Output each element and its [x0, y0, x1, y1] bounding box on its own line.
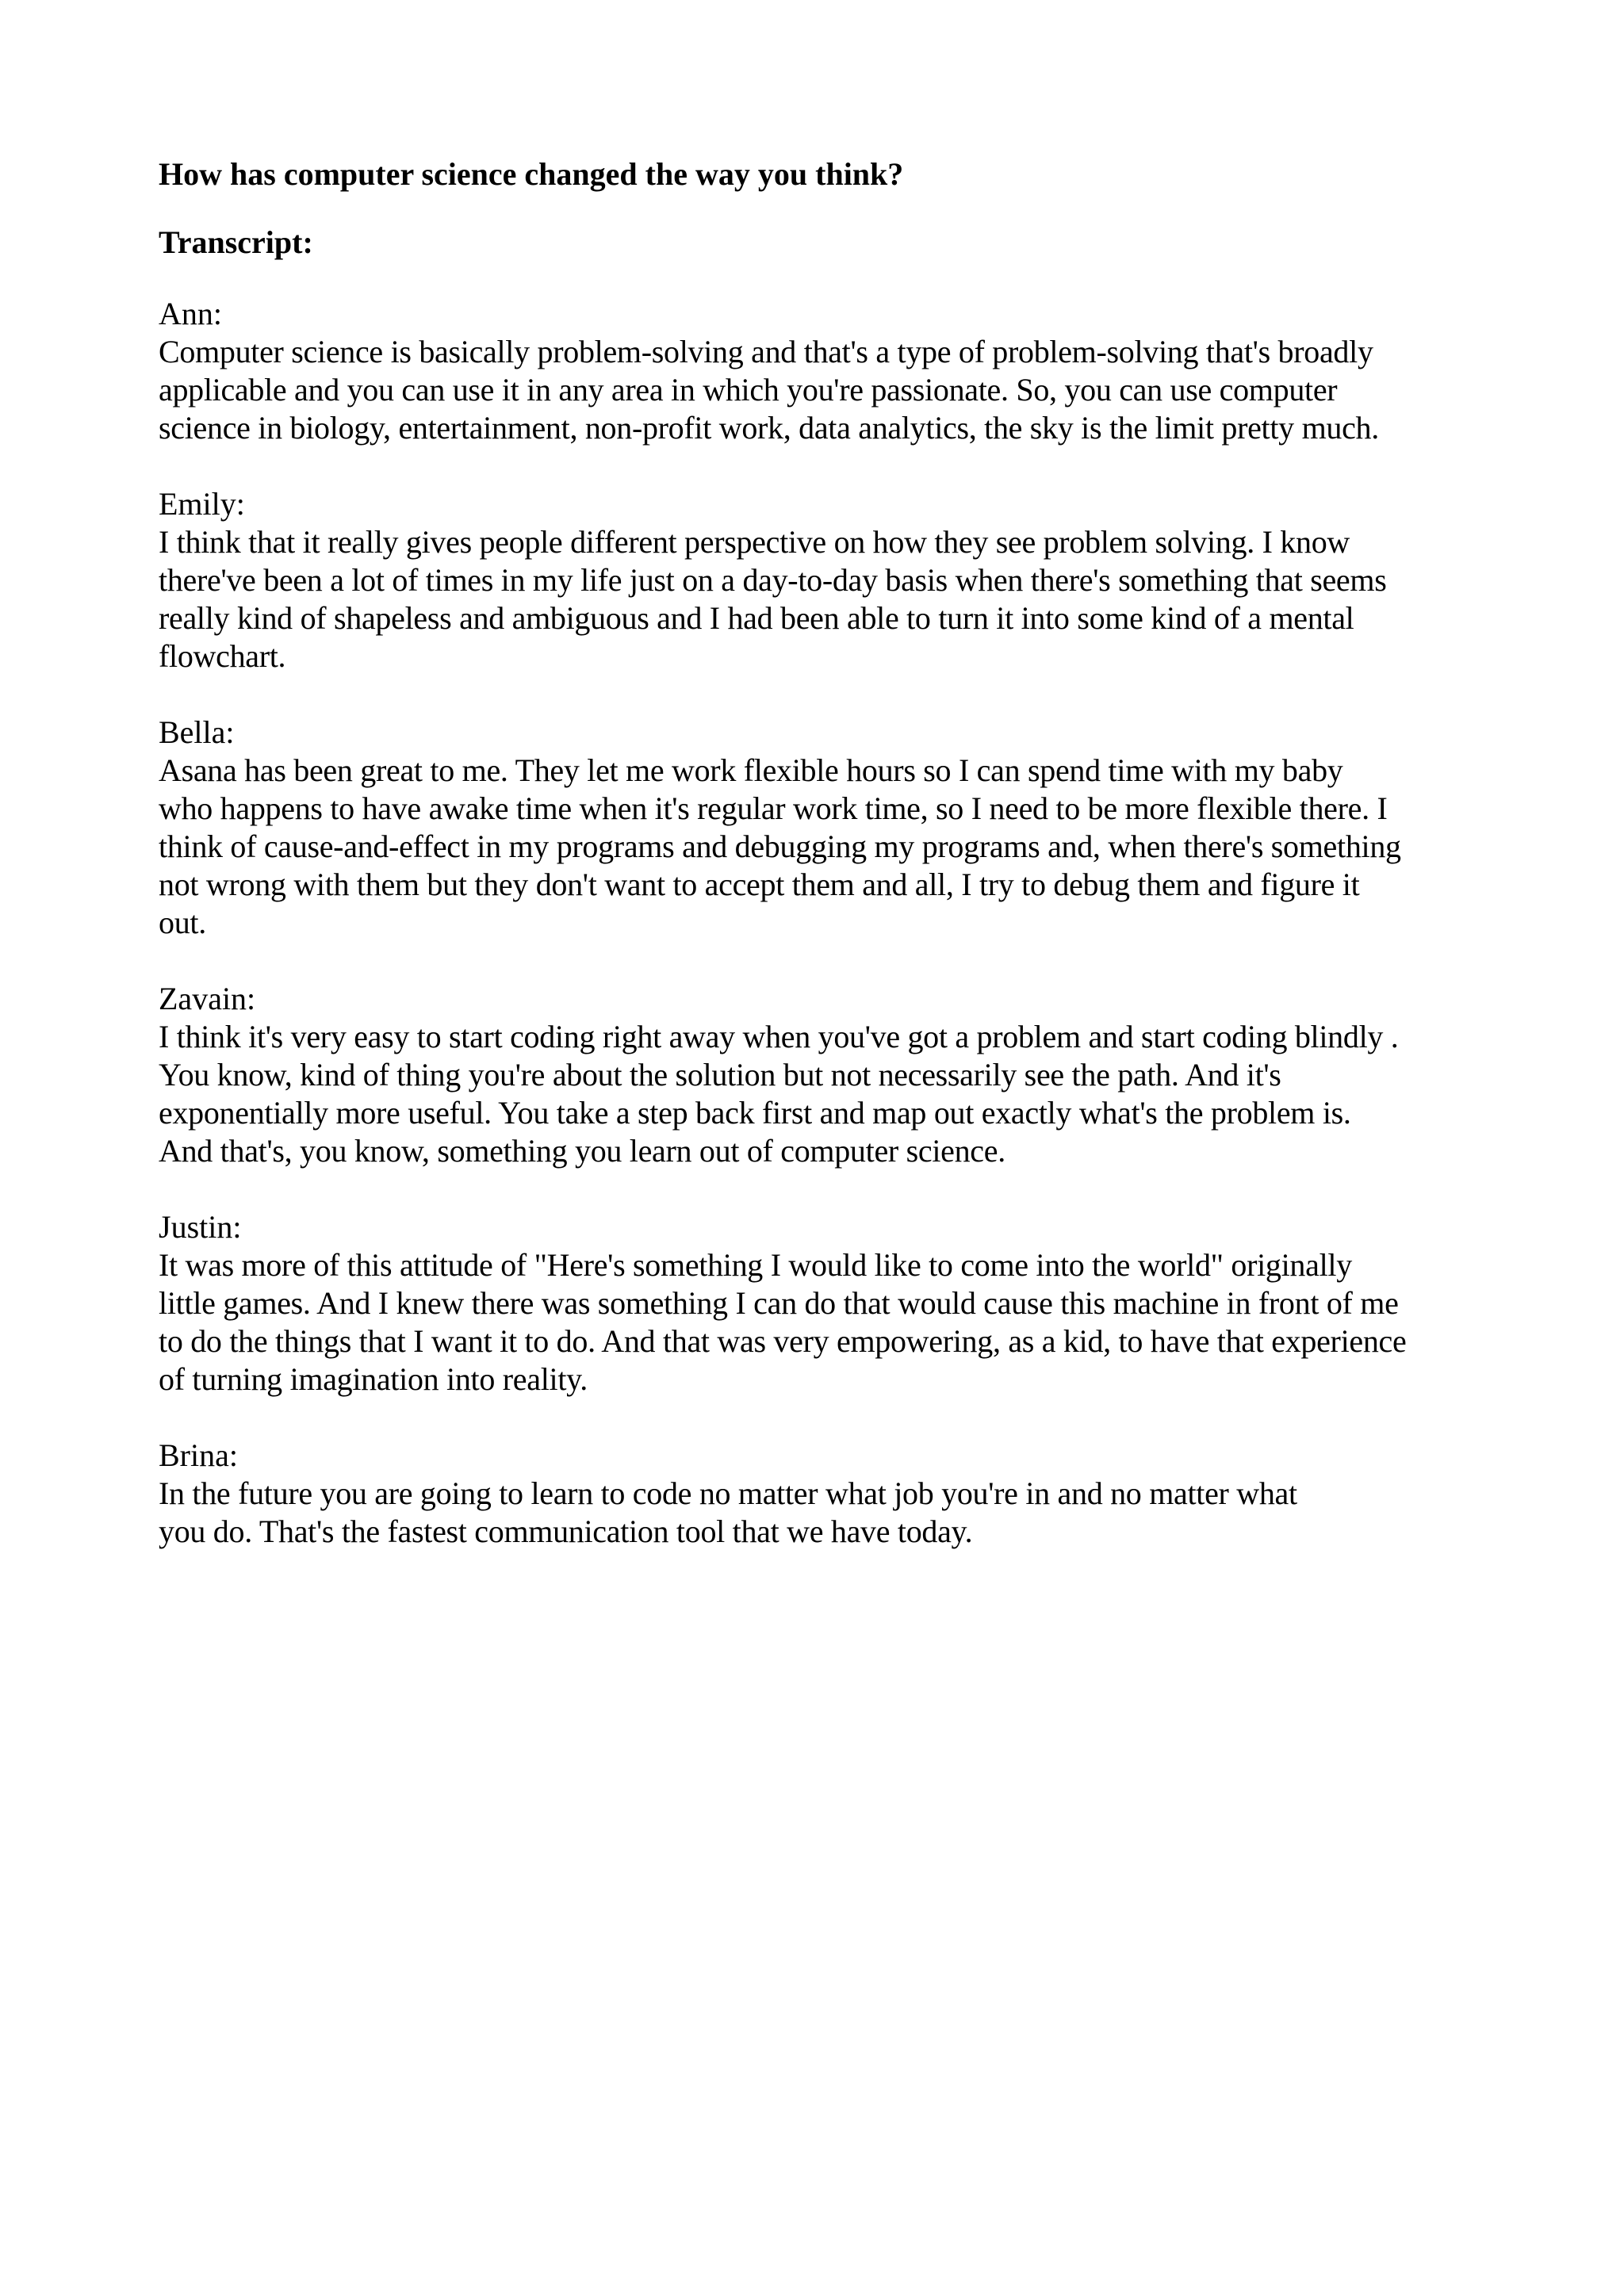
speaker-name: Ann: [159, 296, 222, 331]
speaker-text-line: of turning imagination into reality. [159, 1361, 588, 1397]
speaker-block-ann [159, 295, 1507, 447]
speaker-text-line: exponentially more useful. You take a step back first and map out exactly what's the problem is. [159, 1095, 1351, 1131]
speaker-text-line: I think that it really gives people different perspective on how they see problem solving. I know [159, 524, 1350, 560]
speaker-block-brina [159, 1437, 1507, 1551]
speaker-block-bella [159, 714, 1507, 942]
document-page [159, 155, 1507, 1589]
speaker-text-line: flowchart. [159, 638, 286, 674]
speaker-text-line: you do. That's the fastest communication tool that we have today. [159, 1513, 973, 1549]
speaker-text-line: Computer science is basically problem-solving and that's a type of problem-solving that's broadly [159, 334, 1373, 369]
speaker-text-line: out. [159, 905, 206, 940]
speaker-block-emily [159, 485, 1507, 675]
speaker-name: Bella: [159, 714, 235, 750]
speaker-name: Emily: [159, 486, 245, 522]
speaker-text-line: You know, kind of thing you're about the solution but not necessarily see the path. And it's [159, 1057, 1281, 1093]
speaker-text-line: applicable and you can use it in any area in which you're passionate. So, you can use computer [159, 372, 1338, 408]
speaker-text-line: really kind of shapeless and ambiguous and I had been able to turn it into some kind of a mental [159, 600, 1354, 636]
speaker-name: Justin: [159, 1209, 242, 1245]
speaker-text-line: think of cause-and-effect in my programs and debugging my programs and, when there's something [159, 828, 1401, 864]
speaker-text-line: who happens to have awake time when it's regular work time, so I need to be more flexible there. I [159, 790, 1388, 826]
speaker-text-line: It was more of this attitude of "Here's something I would like to come into the world" originally [159, 1247, 1352, 1283]
speaker-name: Brina: [159, 1437, 238, 1473]
speaker-text-line: science in biology, entertainment, non-profit work, data analytics, the sky is the limit pretty much. [159, 410, 1379, 446]
speaker-text-line: I think it's very easy to start coding right away when you've got a problem and start coding blindly . [159, 1019, 1399, 1054]
speaker-text-line: Asana has been great to me. They let me work flexible hours so I can spend time with my baby [159, 752, 1343, 788]
document-title: How has computer science changed the way you think? [159, 156, 904, 192]
speaker-text-line: not wrong with them but they don't want to accept them and all, I try to debug them and figure it [159, 867, 1360, 902]
speaker-text-line: In the future you are going to learn to code no matter what job you're in and no matter what [159, 1475, 1297, 1511]
transcript-label: Transcript: [159, 224, 313, 260]
speaker-block-zavain [159, 980, 1507, 1170]
speaker-block-justin [159, 1208, 1507, 1399]
speaker-text-line: to do the things that I want it to do. And that was very empowering, as a kid, to have that experience [159, 1323, 1407, 1359]
speaker-name: Zavain: [159, 981, 256, 1016]
speaker-text-line: there've been a lot of times in my life just on a day-to-day basis when there's something that seems [159, 562, 1387, 598]
speaker-text-line: little games. And I knew there was something I can do that would cause this machine in front of me [159, 1285, 1399, 1321]
speaker-text-line: And that's, you know, something you learn out of computer science. [159, 1133, 1005, 1169]
